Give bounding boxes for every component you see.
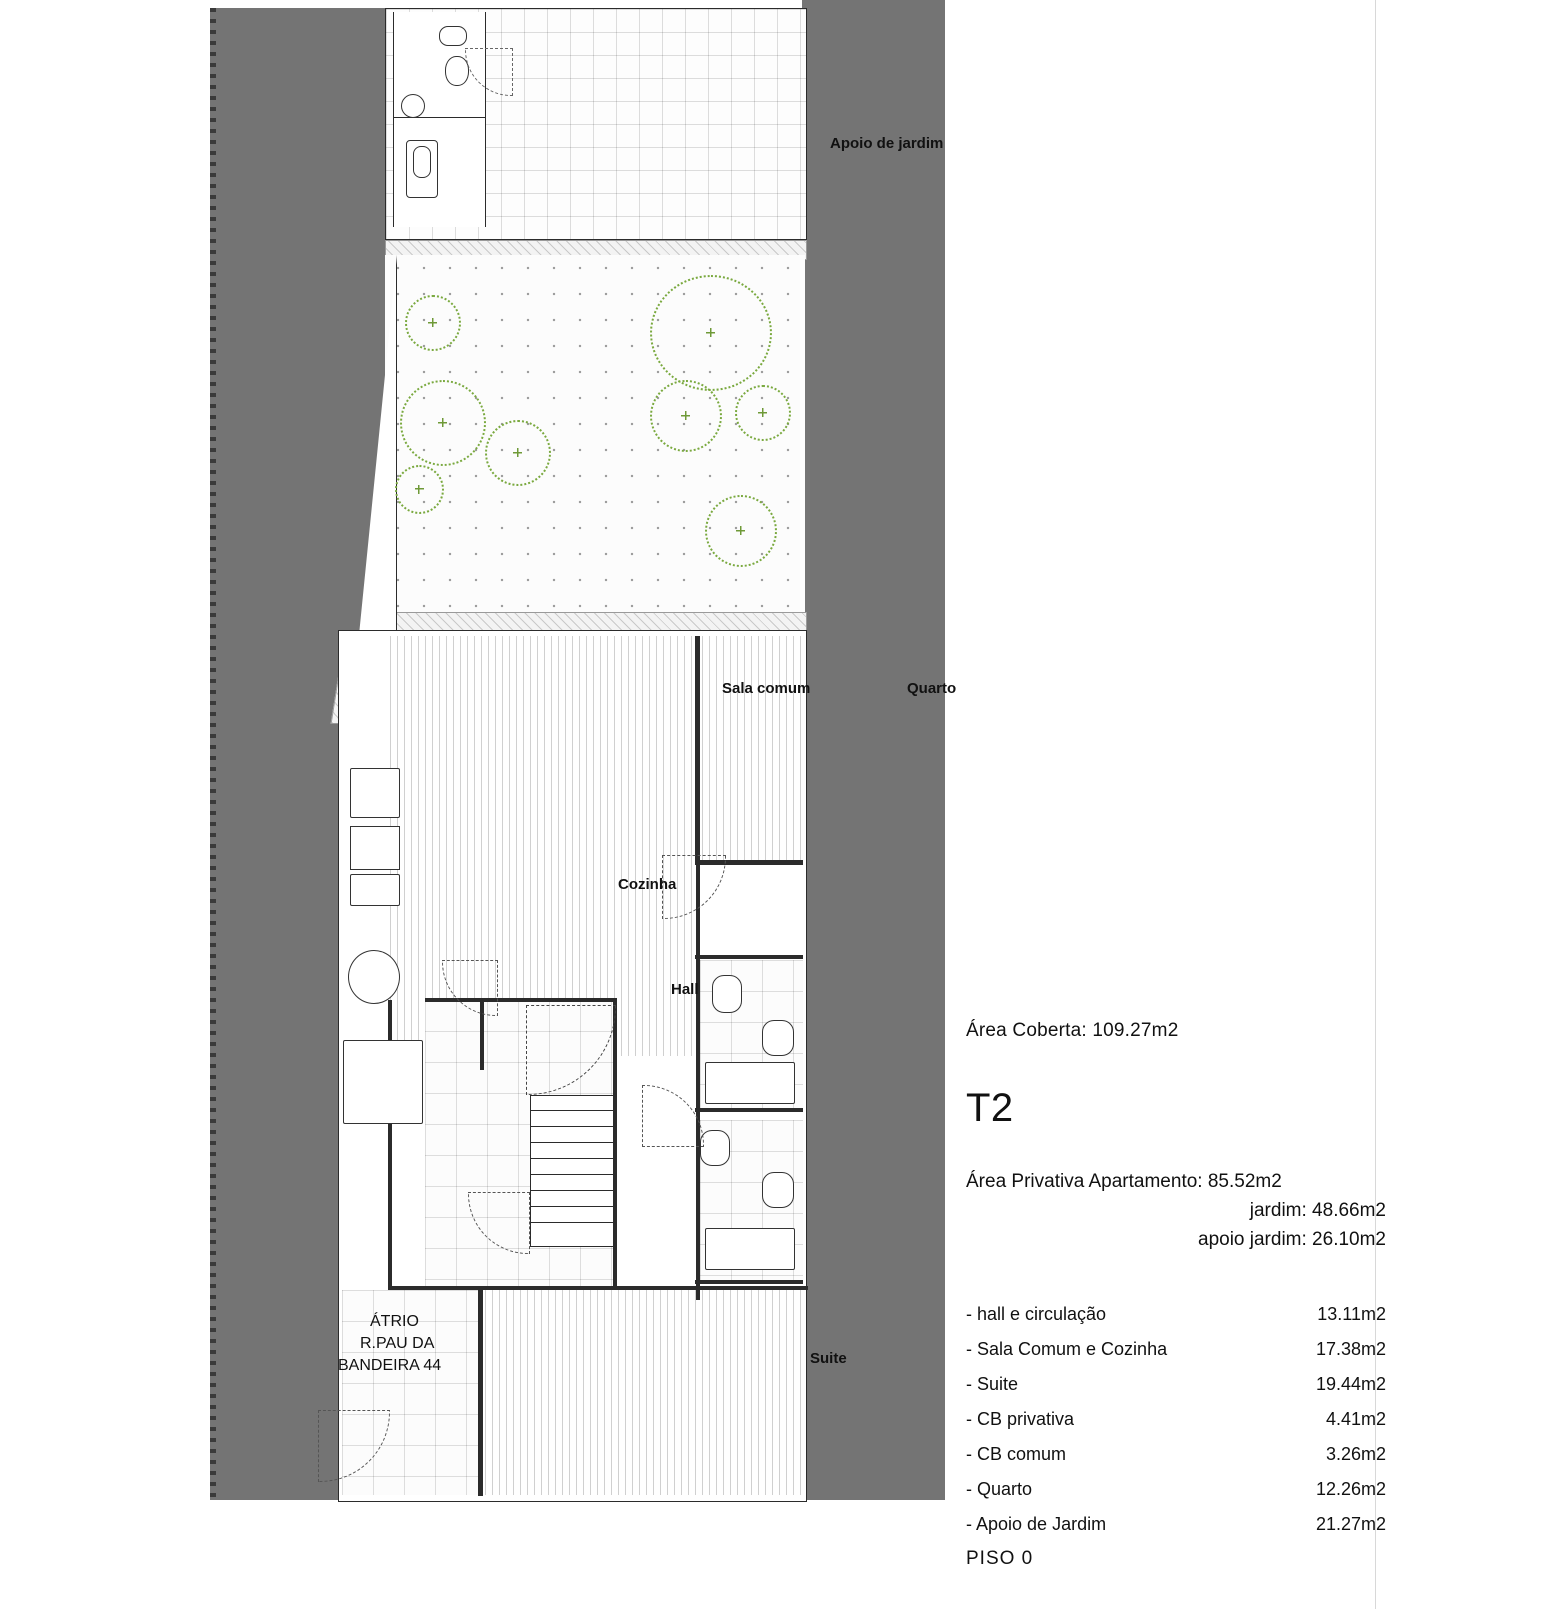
label-atrio-line1: ÁTRIO (370, 1313, 419, 1330)
label-apoio-de-jardim: Apoio de jardim (830, 135, 944, 152)
list-item (966, 1479, 1386, 1500)
tree-symbol (650, 380, 722, 452)
garden-area-text: jardim: 48.66m2 (1249, 1200, 1386, 1221)
breakdown-value: 3.26m2 (1325, 1444, 1386, 1464)
label-cozinha: Cozinha (618, 876, 677, 893)
floor-suite (485, 1290, 803, 1495)
furniture-symbol (343, 1040, 423, 1124)
tree-symbol (735, 385, 791, 441)
label-sala-comum: Sala comum (722, 680, 811, 697)
label-atrio-line2: R.PAU DA (360, 1335, 435, 1352)
private-area-text: Área Privativa Apartamento: 85.52m2 (966, 1171, 1282, 1192)
garden-support-area-text: apoio jardim: 26.10m2 (1198, 1229, 1386, 1250)
list-item (966, 1444, 1386, 1465)
wc-symbol (712, 975, 742, 1013)
basin-symbol (762, 1020, 794, 1056)
info-panel (966, 1020, 1386, 1549)
breakdown-value: 4.41m2 (1325, 1409, 1386, 1429)
round-table-symbol (348, 950, 400, 1004)
covered-area-text: Área Coberta: 109.27m2 (966, 1020, 1179, 1041)
label-quarto: Quarto (907, 680, 957, 697)
wall (478, 1286, 483, 1496)
typology-title: T2 (966, 1086, 1014, 1130)
breakdown-name: - CB privativa (966, 1409, 1075, 1429)
hob-symbol (350, 768, 400, 818)
area-breakdown-list (966, 1304, 1386, 1535)
list-item (966, 1339, 1386, 1360)
wall (696, 860, 700, 1300)
bathtub-symbol (705, 1228, 795, 1270)
wall (695, 1280, 803, 1284)
wall (388, 1286, 808, 1290)
plan-drawing (210, 0, 957, 1500)
basin-symbol (762, 1172, 794, 1208)
tree-symbol (705, 495, 777, 567)
breakdown-value: 17.38m2 (1315, 1339, 1386, 1359)
breakdown-value: 21.27m2 (1315, 1514, 1386, 1534)
adjacent-building-right (802, 0, 945, 1500)
bathtub-symbol (705, 1062, 795, 1104)
floor-tag: PISO 0 (966, 1548, 1034, 1569)
breakdown-name: - Quarto (966, 1479, 1033, 1499)
list-item (966, 1374, 1386, 1395)
breakdown-value: 12.26m2 (1315, 1479, 1386, 1499)
list-item (966, 1514, 1386, 1535)
floor-living-kitchen (390, 636, 695, 1056)
label-hall: Hall (671, 981, 699, 998)
floor-quarto (702, 636, 802, 861)
tree-symbol (395, 465, 444, 514)
breakdown-value: 19.44m2 (1315, 1374, 1386, 1394)
tree-symbol (400, 380, 486, 466)
wall (695, 955, 803, 959)
label-suite: Suite (810, 1350, 847, 1367)
wc-symbol (700, 1130, 730, 1166)
wall (695, 1108, 803, 1112)
sink-symbol (350, 826, 400, 870)
property-boundary-hatch (210, 8, 216, 1500)
label-atrio-line3: BANDEIRA 44 (338, 1357, 442, 1374)
breakdown-name: - Sala Comum e Cozinha (966, 1339, 1168, 1359)
counter-symbol (350, 874, 400, 906)
breakdown-name: - Apoio de Jardim (966, 1514, 1107, 1534)
tree-symbol (405, 295, 461, 351)
wall (425, 998, 615, 1002)
garden-support-wc (393, 12, 486, 227)
breakdown-name: - CB comum (966, 1444, 1067, 1464)
tree-symbol-large (650, 275, 772, 391)
list-item (966, 1304, 1386, 1325)
wall (695, 636, 700, 864)
staircase (530, 1095, 614, 1247)
breakdown-name: - Suite (966, 1374, 1019, 1394)
tree-symbol (485, 420, 551, 486)
private-area-block (966, 1167, 1386, 1254)
breakdown-value: 13.11m2 (1317, 1304, 1386, 1324)
list-item (966, 1409, 1386, 1430)
breakdown-name: - hall e circulação (966, 1304, 1107, 1324)
